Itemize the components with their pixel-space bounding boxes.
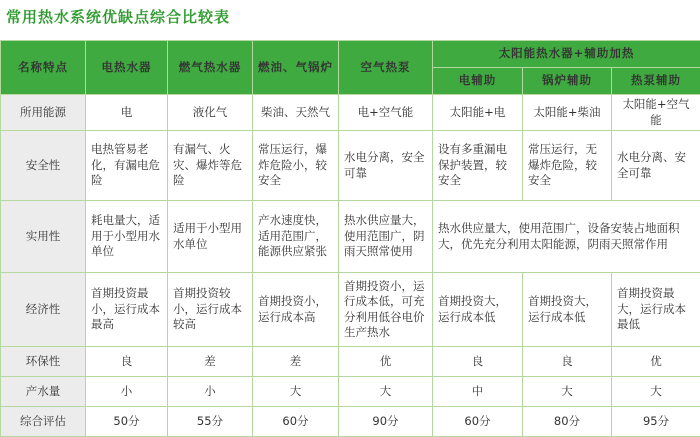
table-cell: 电+空气能 bbox=[339, 95, 433, 131]
table-cell: 首期投资大，运行成本低 bbox=[433, 273, 523, 347]
header-col-boiler: 燃油、气锅炉 bbox=[253, 41, 339, 95]
page-title: 常用热水系统优缺点综合比较表 bbox=[6, 6, 230, 27]
header-solar-boiler: 锅炉辅助 bbox=[523, 68, 612, 95]
row-label: 安全性 bbox=[1, 131, 86, 201]
table-cell: 水电分离、安全可靠 bbox=[612, 131, 700, 201]
table-row bbox=[1, 201, 700, 273]
table-cell: 设有多重漏电保护装置，较安全 bbox=[433, 131, 523, 201]
header-solar-electric: 电辅助 bbox=[433, 68, 523, 95]
table-cell: 小 bbox=[168, 377, 253, 407]
table-cell: 太阳能+电 bbox=[433, 95, 523, 131]
table-cell: 50分 bbox=[86, 407, 168, 437]
row-label: 经济性 bbox=[1, 273, 86, 347]
table-cell: 太阳能+柴油 bbox=[523, 95, 612, 131]
table-cell: 液化气 bbox=[168, 95, 253, 131]
table-cell: 差 bbox=[168, 347, 253, 377]
table-cell: 60分 bbox=[433, 407, 523, 437]
table-cell: 优 bbox=[339, 347, 433, 377]
table-cell: 95分 bbox=[612, 407, 700, 437]
table-cell: 耗电量大，适用于小型用水单位 bbox=[86, 201, 168, 273]
table-cell: 电热管易老化，有漏电危险 bbox=[86, 131, 168, 201]
table-cell: 热水供应量大，使用范围广，阴雨天照常使用 bbox=[339, 201, 433, 273]
table-cell: 55分 bbox=[168, 407, 253, 437]
table-cell: 首期投资最小，运行成本最高 bbox=[86, 273, 168, 347]
table-cell: 首期投资小，运行成本高 bbox=[253, 273, 339, 347]
table-cell: 水电分离，安全可靠 bbox=[339, 131, 433, 201]
table-cell: 适用于小型用水单位 bbox=[168, 201, 253, 273]
table-cell: 首期投资最大，运行成本最低 bbox=[612, 273, 700, 347]
table-row bbox=[1, 347, 700, 377]
table-cell: 大 bbox=[253, 377, 339, 407]
header-name-label: 名称特点 bbox=[1, 41, 86, 95]
table-cell: 中 bbox=[433, 377, 523, 407]
table-row bbox=[1, 377, 700, 407]
table-cell: 良 bbox=[523, 347, 612, 377]
table-cell: 常压运行，无爆炸危险，较安全 bbox=[523, 131, 612, 201]
table-cell: 良 bbox=[433, 347, 523, 377]
table-row bbox=[1, 407, 700, 437]
row-label: 实用性 bbox=[1, 201, 86, 273]
row-label: 产水量 bbox=[1, 377, 86, 407]
header-solar-heatpump: 热泵辅助 bbox=[612, 68, 700, 95]
row-label: 所用能源 bbox=[1, 95, 86, 131]
table-cell: 良 bbox=[86, 347, 168, 377]
table-cell: 差 bbox=[253, 347, 339, 377]
table-cell: 小 bbox=[86, 377, 168, 407]
header-col-electric: 电热水器 bbox=[86, 41, 168, 95]
comparison-table bbox=[0, 40, 700, 437]
table-cell: 首期投资大，运行成本低 bbox=[523, 273, 612, 347]
table-cell: 产水速度快，适用范围广，能源供应紧张 bbox=[253, 201, 339, 273]
table-cell: 太阳能+空气能 bbox=[612, 95, 700, 131]
table-cell: 有漏气、火灾、爆炸等危险 bbox=[168, 131, 253, 201]
table-cell: 首期投资小，运行成本低，可充分利用低谷电价生产热水 bbox=[339, 273, 433, 347]
header-col-gas: 燃气热水器 bbox=[168, 41, 253, 95]
table-cell: 大 bbox=[612, 377, 700, 407]
table-cell: 60分 bbox=[253, 407, 339, 437]
table-cell: 大 bbox=[523, 377, 612, 407]
row-label: 环保性 bbox=[1, 347, 86, 377]
table-cell: 90分 bbox=[339, 407, 433, 437]
table-cell-merged: 热水供应量大，使用范围广，设备安装占地面积大，优先充分利用太阳能源，阴雨天照常作用 bbox=[433, 201, 700, 273]
header-col-heatpump: 空气热泵 bbox=[339, 41, 433, 95]
row-label: 综合评估 bbox=[1, 407, 86, 437]
table-row bbox=[1, 95, 700, 131]
table-cell: 常压运行，爆炸危险小，较安全 bbox=[253, 131, 339, 201]
table-cell: 首期投资较小，运行成本较高 bbox=[168, 273, 253, 347]
header-solar-group: 太阳能热水器+辅助加热 bbox=[433, 41, 700, 68]
table-cell: 柴油、天然气 bbox=[253, 95, 339, 131]
table-cell: 优 bbox=[612, 347, 700, 377]
table-cell: 80分 bbox=[523, 407, 612, 437]
table-row bbox=[1, 273, 700, 347]
table-cell: 大 bbox=[339, 377, 433, 407]
table-cell: 电 bbox=[86, 95, 168, 131]
table-row bbox=[1, 131, 700, 201]
